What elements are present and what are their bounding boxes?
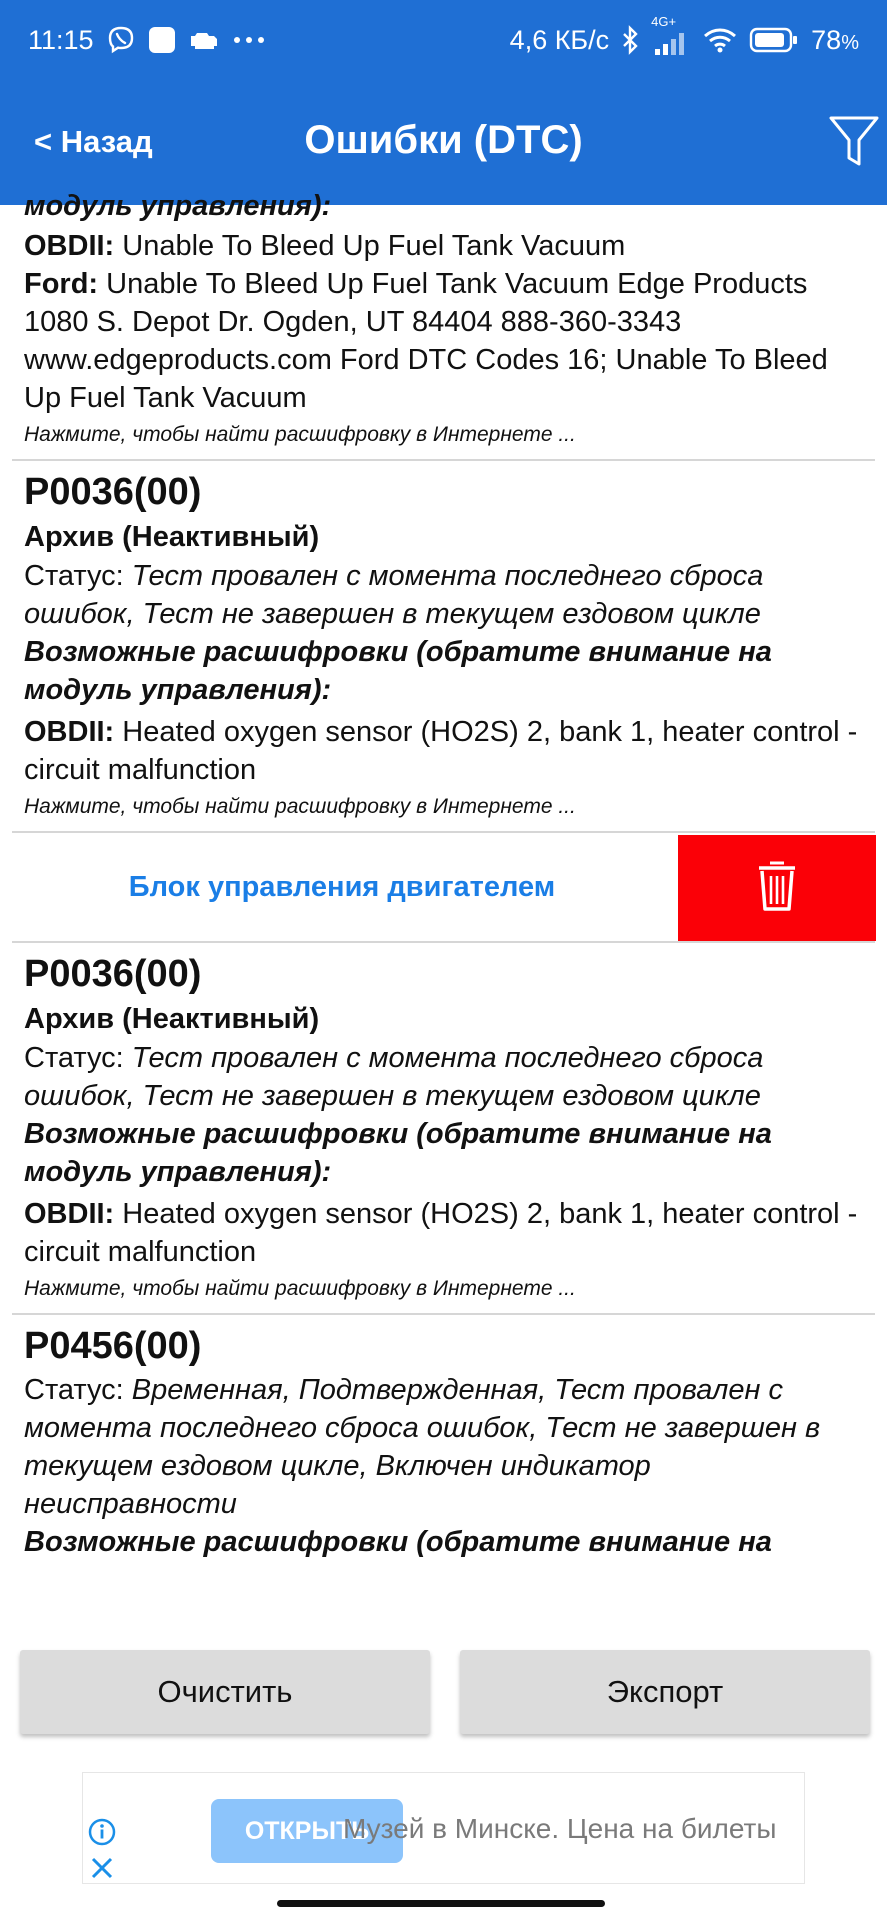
dtc-item[interactable] — [12, 461, 875, 833]
toolbar — [0, 100, 887, 190]
obd-decoding: OBDII: Unable To Bleed Up Fuel Tank Vacuum — [24, 230, 626, 262]
close-icon[interactable] — [89, 1855, 115, 1886]
dtc-item[interactable] — [12, 1315, 875, 1561]
status-bar — [0, 0, 887, 80]
ad-banner[interactable] — [82, 1772, 805, 1884]
dtc-list[interactable] — [0, 190, 887, 1610]
more-dots-icon — [232, 35, 266, 45]
ford-decoding: Ford: Unable To Bleed Up Fuel Tank Vacuum Edge Products 1080 S. Depot Dr. Ogden, UT 84404 888-360-3343 www.edgeproducts.com Ford DTC Codes 16; Unable To Bleed Up Fuel Tank Vacuum — [24, 268, 828, 414]
battery-level: 78% — [811, 24, 859, 55]
ad-text: Музей в Минске. Цена на билеты — [343, 1813, 777, 1844]
status-time: 11:15 — [28, 24, 94, 55]
car-engine-icon — [188, 28, 220, 52]
dtc-status: Статус: Тест провален с момента последнего сброса ошибок, Тест не завершен в текущем ездовом цикле — [24, 560, 764, 630]
dtc-code: P0036(00) — [24, 471, 202, 513]
dtc-status: Статус: Тест провален с момента последнего сброса ошибок, Тест не завершен в текущем ездовом цикле — [24, 1042, 764, 1112]
dtc-code: P0456(00) — [24, 1325, 202, 1367]
export-button[interactable]: Экспорт — [460, 1650, 870, 1734]
viber-icon — [106, 25, 136, 55]
app-square-icon — [148, 26, 176, 54]
signal-icon — [651, 14, 691, 55]
dtc-archive-state: Архив (Неактивный) — [24, 521, 320, 553]
decodings-heading: Возможные расшифровки (обратите внимание на — [24, 1526, 772, 1558]
dtc-item[interactable] — [12, 190, 875, 461]
search-online-hint[interactable]: Нажмите, чтобы найти расшифровку в Интернете ... — [24, 1277, 576, 1300]
bluetooth-icon — [621, 25, 639, 55]
gesture-nav-handle[interactable] — [277, 1900, 605, 1907]
dtc-code: P0036(00) — [24, 953, 202, 995]
ecu-name[interactable]: Блок управления двигателем — [128, 871, 556, 903]
obd-decoding: OBDII: Heated oxygen sensor (HO2S) 2, bank 1, heater control - circuit malfunction — [24, 1198, 858, 1268]
dtc-item[interactable] — [12, 943, 875, 1315]
decodings-heading: модуль управления): — [24, 190, 332, 222]
wifi-icon — [703, 27, 737, 53]
obd-decoding: OBDII: Heated oxygen sensor (HO2S) 2, bank 1, heater control - circuit malfunction — [24, 716, 858, 786]
decodings-heading: Возможные расшифровки (обратите внимание на модуль управления): — [24, 1118, 772, 1188]
ecu-group-row[interactable] — [12, 833, 875, 943]
dtc-status: Статус: Временная, Подтвержденная, Тест провален с момента последнего сброса ошибок, Тест не завершен в текущем ездовом цикле, Включен индикатор неисправности — [24, 1374, 821, 1520]
battery-icon — [749, 27, 799, 53]
app-bar — [0, 0, 887, 205]
network-type: 4G+ — [651, 14, 677, 29]
ad-open-button[interactable]: ОТКРЫТЬ — [211, 1799, 403, 1863]
funnel-icon[interactable] — [828, 114, 880, 175]
network-speed: 4,6 КБ/с — [509, 24, 610, 55]
page-title: Ошибки (DTC) — [304, 118, 583, 162]
search-online-hint[interactable]: Нажмите, чтобы найти расшифровку в Интернете ... — [24, 795, 576, 818]
trash-icon — [757, 859, 797, 918]
search-online-hint[interactable]: Нажмите, чтобы найти расшифровку в Интернете ... — [24, 423, 576, 446]
back-button[interactable]: < Назад — [34, 124, 153, 159]
dtc-archive-state: Архив (Неактивный) — [24, 1003, 320, 1035]
clear-button[interactable]: Очистить — [20, 1650, 430, 1734]
delete-button[interactable] — [678, 835, 876, 941]
decodings-heading: Возможные расшифровки (обратите внимание на модуль управления): — [24, 636, 772, 706]
info-icon[interactable] — [87, 1817, 117, 1852]
